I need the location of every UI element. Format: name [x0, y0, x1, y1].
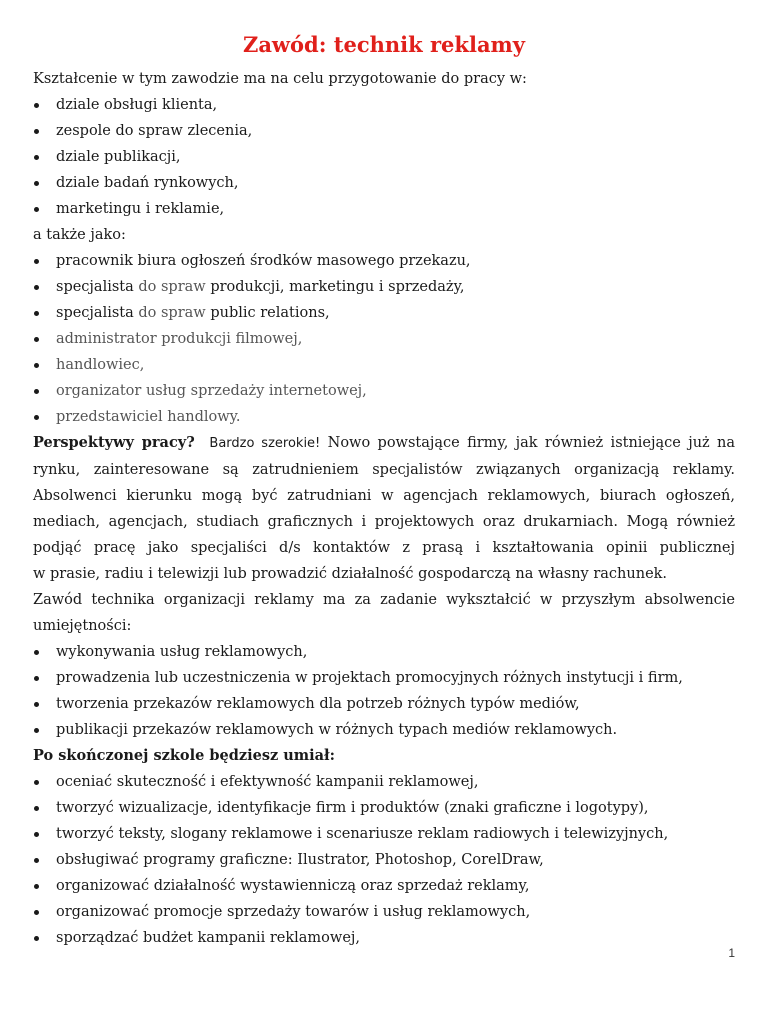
- role-text-gray: do spraw: [138, 305, 206, 321]
- paragraph-text: Nowo powstające firmy, jak również istniejące już na: [327, 435, 736, 451]
- paragraph-line: mediach, agencjach, studiach graficznych i projektowych oraz drukarniach. Mogą również: [33, 514, 735, 530]
- list-item: dziale publikacji,: [33, 144, 735, 170]
- list-item: tworzyć teksty, slogany reklamowe i scenariusze reklam radiowych i telewizyjnych,: [33, 821, 735, 847]
- role-text: specjalista: [56, 305, 139, 321]
- list-item: wykonywania usług reklamowych,: [33, 639, 735, 665]
- list-item: prowadzenia lub uczestniczenia w projektach promocyjnych różnych instytucji i firm,: [33, 665, 735, 691]
- role-text-gray: do spraw: [138, 279, 206, 295]
- role-text: pracownik biura ogłoszeń środków masowego przekazu,: [56, 253, 471, 269]
- role-text: produkcji, marketingu i sprzedaży,: [205, 279, 465, 295]
- list-item: publikacji przekazów reklamowych w różnych typach mediów reklamowych.: [33, 717, 735, 743]
- after-school-heading: Po skończonej szkole będziesz umiał:: [33, 747, 335, 764]
- paragraph-line: Absolwenci kierunku mogą być zatrudniani w agencjach reklamowych, biurach ogłoszeń,: [33, 488, 735, 504]
- list-item: [33, 248, 735, 274]
- section-heading: [33, 743, 735, 769]
- perspectives-paragraph: [33, 430, 735, 587]
- paragraph-line: w prasie, radiu i telewizji lub prowadzić działalność gospodarczą na własny rachunek.: [33, 566, 668, 582]
- intro-text: Kształcenie w tym zawodzie ma na celu przygotowanie do pracy w:: [33, 71, 527, 87]
- list-item: organizować działalność wystawienniczą oraz sprzedaż reklamy,: [33, 873, 735, 899]
- paragraph-line: podjąć pracę jako specjaliści d/s kontaktów z prasą i kształtowania opinii publicznej: [33, 540, 735, 556]
- page-title: Zawód: technik reklamy: [243, 32, 525, 57]
- list-item: przedstawiciel handlowy.: [33, 404, 735, 430]
- list-item: dziale obsługi klienta,: [33, 92, 735, 118]
- list-item: tworzenia przekazów reklamowych dla potrzeb różnych typów mediów,: [33, 691, 735, 717]
- paragraph-line: [33, 430, 735, 457]
- list-item: organizator usług sprzedaży internetowej,: [33, 378, 735, 404]
- perspectives-lead: Bardzo szerokie!: [209, 436, 321, 451]
- roles-list: [33, 248, 735, 430]
- list-item: tworzyć wizualizacje, identyfikacje firm i produktów (znaki graficzne i logotypy),: [33, 795, 735, 821]
- paragraph-line: umiejętności:: [33, 618, 132, 634]
- task-paragraph: [33, 587, 735, 639]
- list-item: administrator produkcji filmowej,: [33, 326, 735, 352]
- list-item: oceniać skuteczność i efektywność kampanii reklamowej,: [33, 769, 735, 795]
- list-item: sporządzać budżet kampanii reklamowej,: [33, 925, 735, 951]
- list-item: organizować promocje sprzedaży towarów i usług reklamowych,: [33, 899, 735, 925]
- paragraph-line: Zawód technika organizacji reklamy ma za zadanie wykształcić w przyszłym absolwencie: [33, 592, 735, 608]
- document-body: [33, 66, 735, 951]
- list-item: zespole do spraw zlecenia,: [33, 118, 735, 144]
- list-item: handlowiec,: [33, 352, 735, 378]
- also-label: a także jako:: [33, 227, 126, 243]
- departments-list: [33, 92, 735, 222]
- list-item: obsługiwać programy graficzne: Ilustrator, Photoshop, CorelDraw,: [33, 847, 735, 873]
- perspectives-heading: Perspektywy pracy?: [33, 434, 195, 451]
- paragraph-line: rynku, zainteresowane są zatrudnieniem specjalistów związanych organizacją reklamy.: [33, 462, 735, 478]
- role-text: specjalista: [56, 279, 139, 295]
- page-number: 1: [728, 946, 735, 960]
- skills-list: [33, 639, 735, 743]
- list-item: marketingu i reklamie,: [33, 196, 735, 222]
- list-item: dziale badań rynkowych,: [33, 170, 735, 196]
- list-item: [33, 274, 735, 300]
- list-item: [33, 300, 735, 326]
- abilities-list: [33, 769, 735, 951]
- role-text: public relations,: [205, 305, 330, 321]
